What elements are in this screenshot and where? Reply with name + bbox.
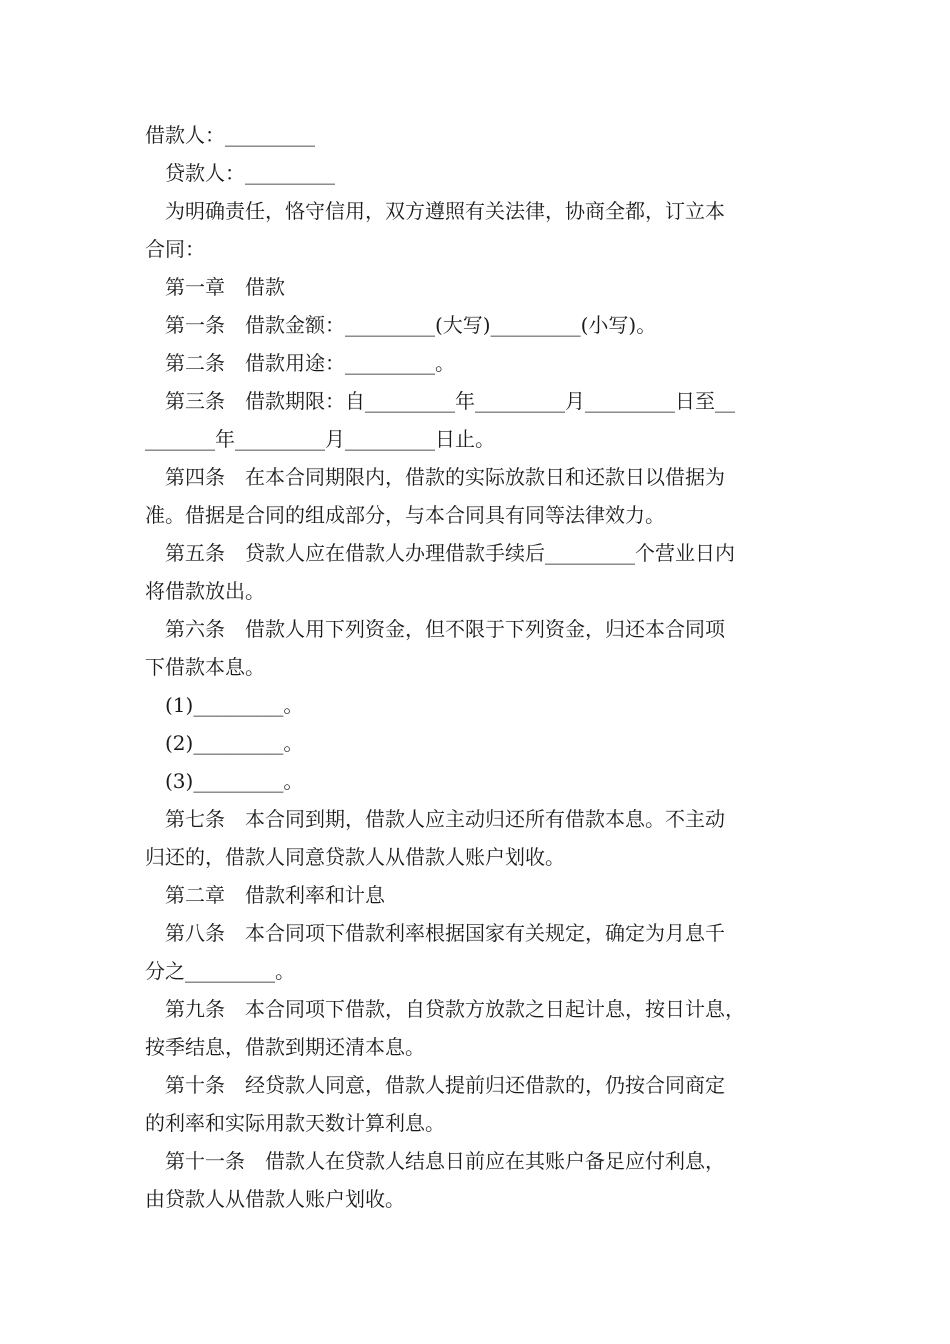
text-line: (2)_________。 [165, 731, 304, 755]
text-line: (1)_________。 [165, 693, 304, 717]
text-line: 按季结息，借款到期还清本息。 [145, 1035, 425, 1059]
text-line: 贷款人：_________ [165, 161, 335, 185]
text-line: 的利率和实际用款天数计算利息。 [145, 1111, 445, 1135]
text-line: 借款人：_________ [145, 123, 315, 147]
text-line: 第二条 借款用途：_________。 [165, 351, 455, 375]
text-line: 第五条 贷款人应在借款人办理借款手续后_________个营业日内 [165, 541, 735, 565]
text-line: (3)_________。 [165, 769, 304, 793]
text-line: 由贷款人从借款人账户划收。 [145, 1187, 405, 1211]
text-line: 准。借据是合同的组成部分，与本合同具有同等法律效力。 [145, 503, 665, 527]
text-line: 第十条 经贷款人同意，借款人提前归还借款的，仍按合同商定 [165, 1073, 725, 1097]
text-line: 第九条 本合同项下借款，自贷款方放款之日起计息，按日计息， [165, 997, 745, 1021]
text-line: 第二章 借款利率和计息 [165, 883, 385, 907]
document-body [145, 116, 810, 1218]
text-line: 第三条 借款期限：自_________年_________月_________日至__ [165, 389, 735, 413]
text-line: 第六条 借款人用下列资金，但不限于下列资金，归还本合同项 [165, 617, 725, 641]
text-line: 第四条 在本合同期限内，借款的实际放款日和还款日以借据为 [165, 465, 725, 489]
text-line: 为明确责任，恪守信用，双方遵照有关法律，协商全都，订立本 [165, 199, 725, 223]
text-line: 归还的，借款人同意贷款人从借款人账户划收。 [145, 845, 565, 869]
text-line: 第一章 借款 [165, 275, 285, 299]
text-line: 第七条 本合同到期，借款人应主动归还所有借款本息。不主动 [165, 807, 725, 831]
text-line: 分之_________。 [145, 959, 295, 983]
text-line: 第一条 借款金额：_________(大写)_________(小写)。 [165, 313, 657, 337]
text-line: 第十一条 借款人在贷款人结息日前应在其账户备足应付利息， [165, 1149, 725, 1173]
text-line: 下借款本息。 [145, 655, 265, 679]
text-line: 合同： [145, 237, 205, 261]
text-line: 第八条 本合同项下借款利率根据国家有关规定，确定为月息千 [165, 921, 725, 945]
text-line: _______年_________月_________日止。 [145, 427, 495, 451]
text-line: 将借款放出。 [145, 579, 265, 603]
